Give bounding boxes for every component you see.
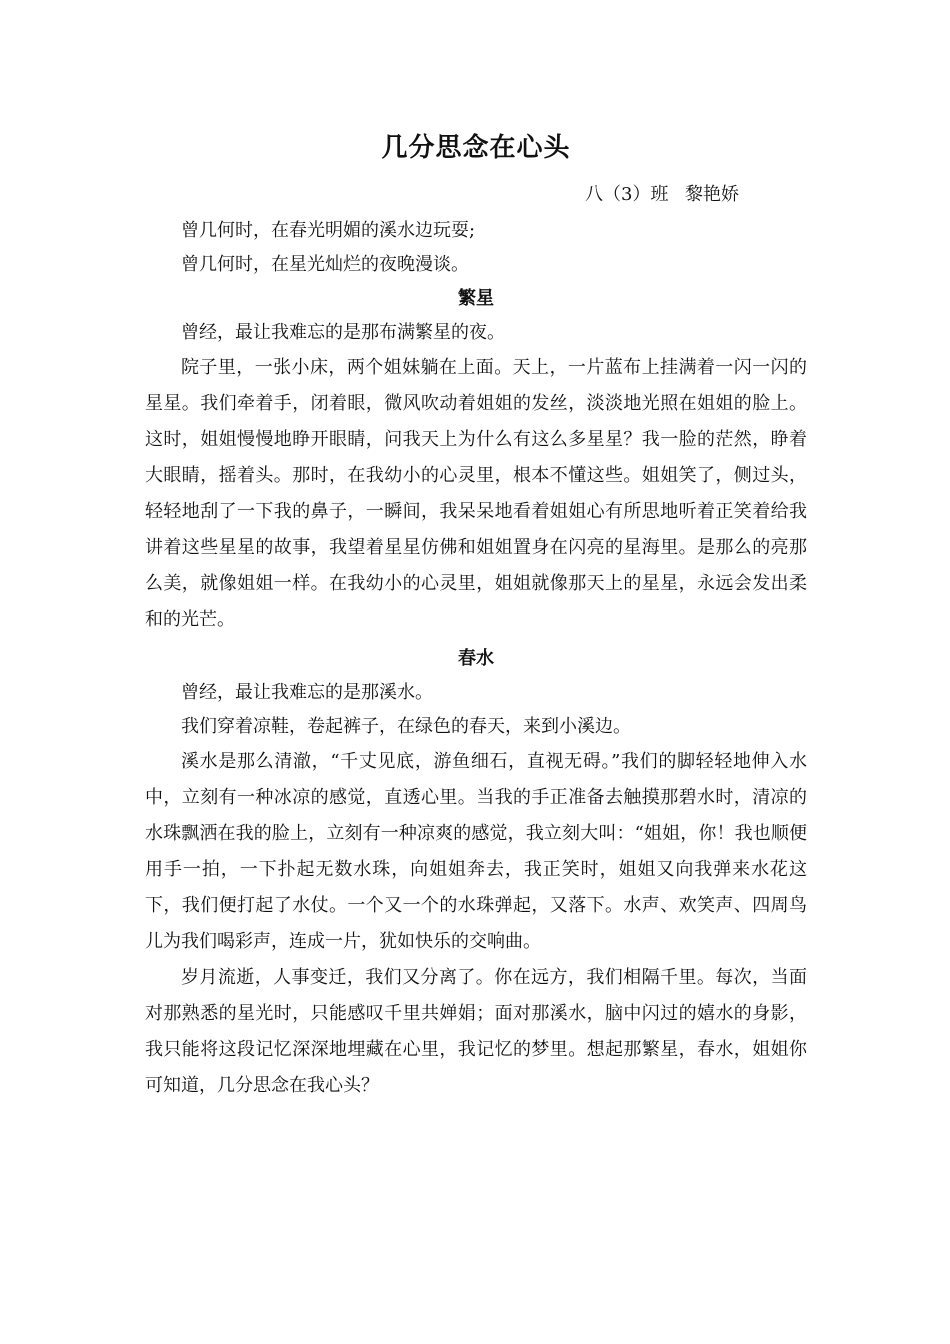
class-name: 八（3）班 (585, 184, 669, 205)
document-page (145, 128, 807, 1104)
section-heading-stars: 繁星 (458, 288, 494, 309)
document-title: 几分思念在心头 (381, 133, 571, 163)
paragraph: 院子里，一张小床，两个姐妹躺在上面。天上，一片蓝布上挂满着一闪一闪的星星。我们牵着手，闭着眼，微风吹动着姐姐的发丝，淡淡地光照在姐姐的脸上。这时，姐姐慢慢地睁开眼睛，问我天上为什么有这么多星星？我一脸的茫然，睁着大眼睛，摇着头。那时，在我幼小的心灵里，根本不懂这些。姐姐笑了，侧过头，轻轻地刮了一下我的鼻子，一瞬间，我呆呆地看着姐姐心有所思地听着正笑着给我讲着这些星星的故事，我望着星星仿佛和姐姐置身在闪亮的星海里。是那么的亮那么美，就像姐姐一样。在我幼小的心灵里，姐姐就像那天上的星星，永远会发出柔和的光芒。 (145, 357, 807, 630)
intro-line-1: 曾几何时，在春光明媚的溪水边玩耍; (181, 220, 476, 241)
intro-line-2: 曾几何时，在星光灿烂的夜晚漫谈。 (181, 254, 469, 275)
section-heading-spring-water: 春水 (458, 648, 494, 669)
byline (145, 176, 807, 214)
paragraph: 曾经，最让我难忘的是那溪水。 (181, 682, 433, 703)
paragraph: 岁月流逝，人事变迁，我们又分离了。你在远方，我们相隔千里。每次，当面对那熟悉的星光时，只能感叹千里共婵娟；面对那溪水，脑中闪过的嬉水的身影，我只能将这段记忆深深地埋藏在心里，我记忆的梦里。想起那繁星，春水，姐姐你可知道，几分思念在我心头？ (145, 967, 807, 1096)
author-name: 黎艳娇 (685, 184, 739, 205)
paragraph: 我们穿着凉鞋，卷起裤子，在绿色的春天，来到小溪边。 (181, 716, 631, 737)
paragraph: 溪水是那么清澈，“千丈见底，游鱼细石，直视无碍。”我们的脚轻轻地伸入水中，立刻有一种冰凉的感觉，直透心里。当我的手正准备去触摸那碧水时，清凉的水珠飘洒在我的脸上，立刻有一种凉爽的感觉，我立刻大叫：“姐姐，你！我也顺便用手一拍，一下扑起无数水珠，向姐姐奔去，我正笑时，姐姐又向我弹来水花这下，我们便打起了水仗。一个又一个的水珠弹起，又落下。水声、欢笑声、四周鸟儿为我们喝彩声，连成一片，犹如快乐的交响曲。 (145, 751, 807, 952)
paragraph: 曾经，最让我难忘的是那布满繁星的夜。 (181, 322, 505, 343)
